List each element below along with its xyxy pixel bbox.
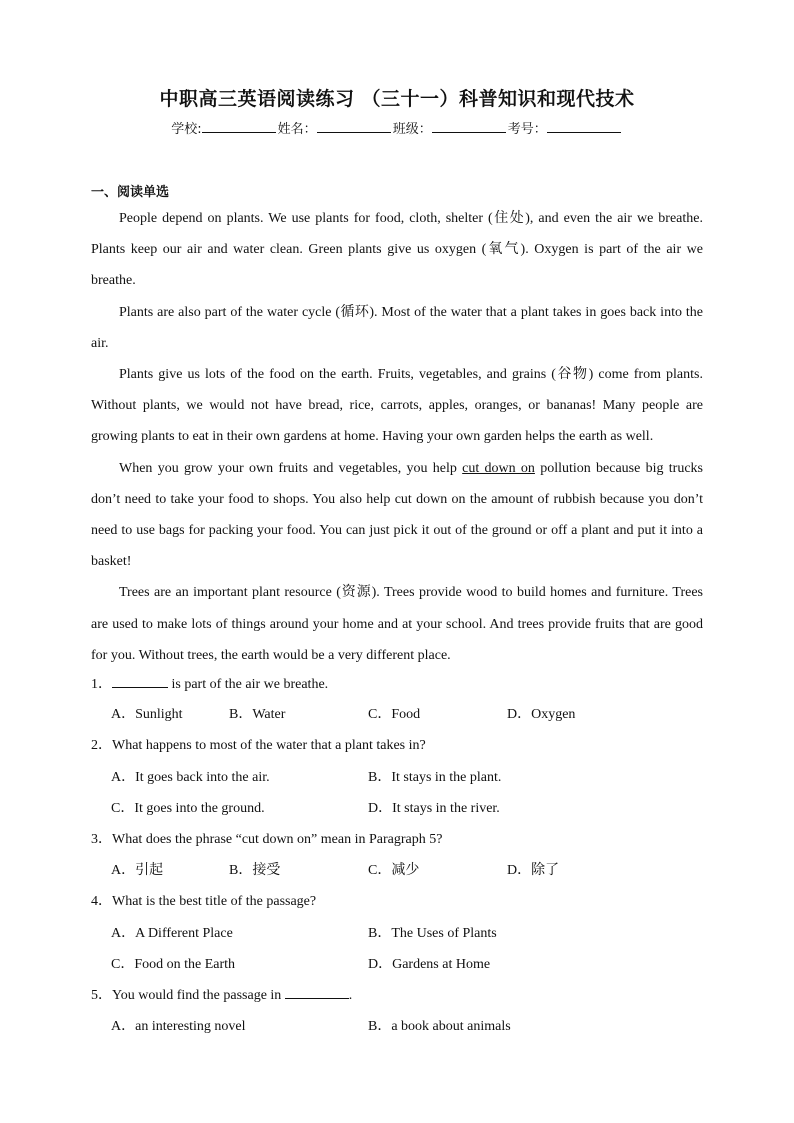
option-1c: C．Food [368, 707, 421, 722]
student-info-line [0, 118, 794, 137]
page-title: 中职高三英语阅读练习 （三十一）科普知识和现代技术 [159, 88, 635, 110]
paragraph-3: Plants give us lots of the food on the earth. Fruits, vegetables, and grains (谷物) come from plants. Without plants, we would not have bread, rice, carrots, apples, oranges, or bananas! Many people are growing plants to eat in their own gardens at home. Having your own garden helps the earth as well. [91, 367, 703, 445]
option-4d: D．Gardens at Home [368, 957, 491, 972]
name-label: 姓名： [277, 122, 317, 137]
answer-blank [112, 675, 168, 688]
option-3a: A．引起 [111, 863, 164, 878]
question-5 [91, 986, 352, 1006]
reading-passage [91, 203, 703, 671]
question-stem: You would find the passage in [112, 988, 285, 1003]
question-stem: is part of the air we breathe. [168, 677, 329, 692]
question-stem: What does the phrase “cut down on” mean in Paragraph 5? [112, 832, 443, 847]
exam-no-label: 考号： [507, 122, 547, 137]
paragraph-4-text-a: When you grow your own fruits and vegetables, you help [119, 460, 463, 476]
question-1 [91, 675, 328, 695]
option-2b: B．It stays in the plant. [368, 770, 502, 785]
name-blank [317, 120, 391, 133]
option-4c: C．Food on the Earth [111, 957, 236, 972]
option-3b: B．接受 [229, 863, 281, 878]
option-5b: B．a book about animals [368, 1019, 511, 1034]
option-2d: D．It stays in the river. [368, 801, 500, 816]
option-4a: A．A Different Place [111, 926, 233, 941]
exam-no-blank [547, 120, 621, 133]
question-number: 4． [91, 894, 112, 909]
option-3c: C．减少 [368, 863, 420, 878]
question-stem: What is the best title of the passage? [112, 894, 317, 909]
question-stem: What happens to most of the water that a plant takes in? [112, 738, 426, 753]
question-number: 2． [91, 738, 112, 753]
question-number: 5． [91, 988, 112, 1003]
question-number: 3． [91, 832, 112, 847]
option-1b: B．Water [229, 707, 286, 722]
question-4 [91, 892, 316, 912]
option-3d: D．除了 [507, 863, 560, 878]
underlined-phrase: cut down on [462, 460, 535, 476]
question-number: 1． [91, 677, 112, 692]
paragraph-4-text-b: pollution because big trucks don’t need to take your food to shops. You also help cut down on the amount of rubbish because you don’t need to use bags for packing your food. You can just pick it out of the ground or off a plant and put it into a basket! [91, 460, 703, 570]
option-2c: C．It goes into the ground. [111, 801, 265, 816]
option-1d: D．Oxygen [507, 707, 576, 722]
paragraph-2: Plants are also part of the water cycle (循环). Most of the water that a plant takes in goes back into the air. [91, 304, 703, 351]
paragraph-5: Trees are an important plant resource (资源). Trees provide wood to build homes and furniture. Trees are used to make lots of things around your home and at your school. And trees provide fruits that are good for you. Without trees, the earth would be a very different place. [91, 585, 703, 663]
question-3 [91, 830, 442, 850]
school-label: 学校: [171, 122, 202, 137]
class-blank [432, 120, 506, 133]
option-4b: B．The Uses of Plants [368, 926, 497, 941]
section-title: 一、阅读单选 [91, 185, 170, 200]
class-label: 班级： [392, 122, 432, 137]
option-2a: A．It goes back into the air. [111, 770, 270, 785]
answer-blank [285, 986, 349, 999]
option-1a: A．Sunlight [111, 707, 183, 722]
school-blank [202, 120, 276, 133]
option-5a: A．an interesting novel [111, 1019, 246, 1034]
paragraph-4 [91, 453, 703, 578]
question-stem-end: . [348, 988, 353, 1003]
paragraph-1: People depend on plants. We use plants for food, cloth, shelter (住处), and even the air we breathe. Plants keep our air and water clean. Green plants give us oxygen (氧气). Oxygen is part of the air we breathe. [91, 211, 703, 289]
question-2 [91, 736, 426, 756]
